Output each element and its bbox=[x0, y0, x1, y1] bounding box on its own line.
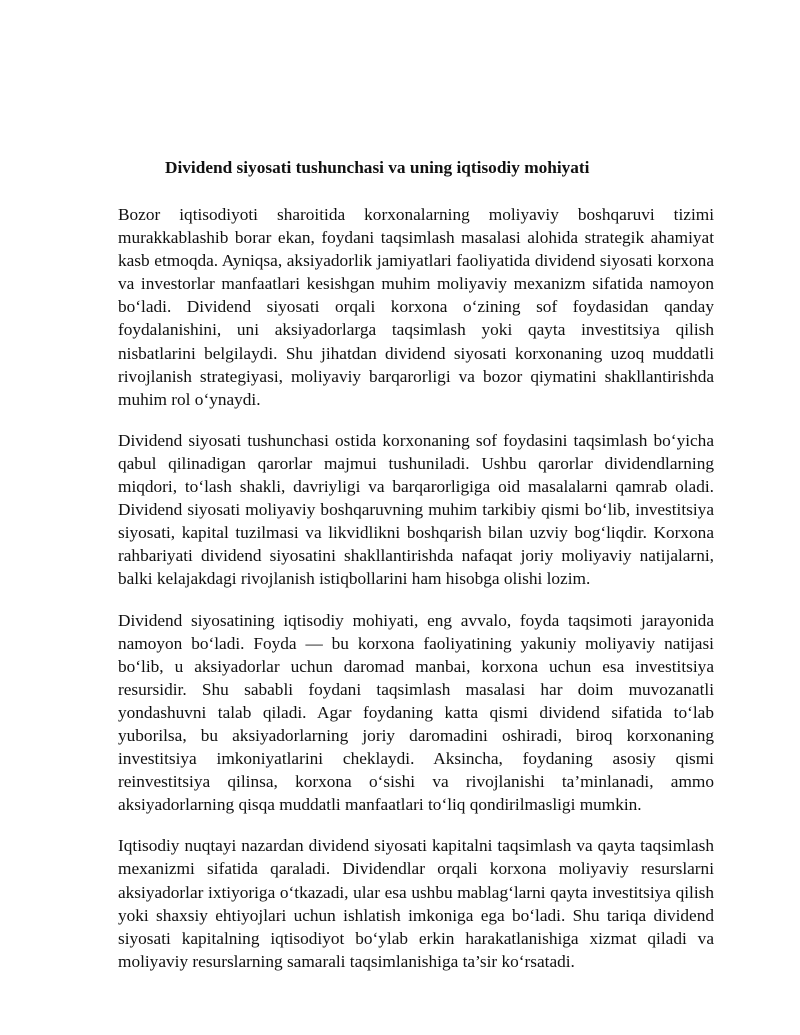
paragraph-3: Dividend siyosatining iqtisodiy mohiyati, eng avvalo, foyda taqsimoti jarayonida namoyon bo‘ladi. Foyda — bu korxona faoliyatining yakuniy moliyaviy natijasi bo‘lib, u aksiyadorlar uchun daromad manbai, korxona uchun esa investitsiya resursidir. Shu sababli foydani taqsimlash masalasi har doim muvozanatli yondashuvni talab qiladi. Agar foydaning katta qismi dividend sifatida to‘lab yuborilsa, bu aksiyadorlarning joriy daromadini oshiradi, biroq korxonaning investitsiya imkoniyatlarini cheklaydi. Aksincha, foydaning asosiy qismi reinvestitsiya qilinsa, korxona o‘sishi va rivojlanishi ta’minlanadi, ammo aksiyadorlarning qisqa muddatli manfaatlari to‘liq qondirilmasligi mumkin. bbox=[118, 610, 714, 815]
paragraph-2: Dividend siyosati tushunchasi ostida korxonaning sof foydasini taqsimlash bo‘yicha qabul qilinadigan qarorlar majmui tushuniladi. Ushbu qarorlar dividendlarning miqdori, to‘lash shakli, davriyligi va barqarorligiga oid masalalarni qamrab oladi. Dividend siyosati moliyaviy boshqaruvning muhim tarkibiy qismi bo‘lib, investitsiya siyosati, kapital tuzilmasi va likvidlikni boshqarish bilan uzviy bog‘liqdir. Korxona rahbariyati dividend siyosatini shakllantirishda nafaqat joriy moliyaviy natijalarni, balki kelajakdagi rivojlanish istiqbollarini ham hisobga olishi lozim. bbox=[118, 430, 714, 589]
document-page bbox=[118, 155, 714, 991]
paragraph-1: Bozor iqtisodiyoti sharoitida korxonalarning moliyaviy boshqaruvi tizimi murakkablashib borar ekan, foydani taqsimlash masalasi alohida strategik ahamiyat kasb etmoqda. Ayniqsa, aksiyadorlik jamiyatlari faoliyatida dividend siyosati korxona va investorlar manfaatlari kesishgan muhim moliyaviy mexanizm sifatida namoyon bo‘ladi. Dividend siyosati orqali korxona o‘zining sof foydasidan qanday foydalanishini, uni aksiyadorlarga taqsimlash yoki qayta investitsiya qilish nisbatlarini belgilaydi. Shu jihatdan dividend siyosati korxonaning uzoq muddatli rivojlanish strategiyasi, moliyaviy barqarorligi va bozor qiymatini shakllantirishda muhim rol o‘ynaydi. bbox=[118, 205, 714, 409]
paragraph-4: Iqtisodiy nuqtayi nazardan dividend siyosati kapitalni taqsimlash va qayta taqsimlash mexanizmi sifatida qaraladi. Dividendlar orqali korxona moliyaviy resurslarni aksiyadorlar ixtiyoriga o‘tkazadi, ular esa ushbu mablag‘larni qayta investitsiya qilish yoki shaxsiy ehtiyojlari uchun ishlatish imkoniga ega bo‘ladi. Shu tariqa dividend siyosati kapitalning iqtisodiyot bo‘ylab erkin harakatlanishiga xizmat qiladi va moliyaviy resurslarning samarali taqsimlanishiga ta’sir ko‘rsatadi. bbox=[118, 836, 714, 971]
document-title: Dividend siyosati tushunchasi va uning iqtisodiy mohiyati bbox=[165, 158, 590, 177]
